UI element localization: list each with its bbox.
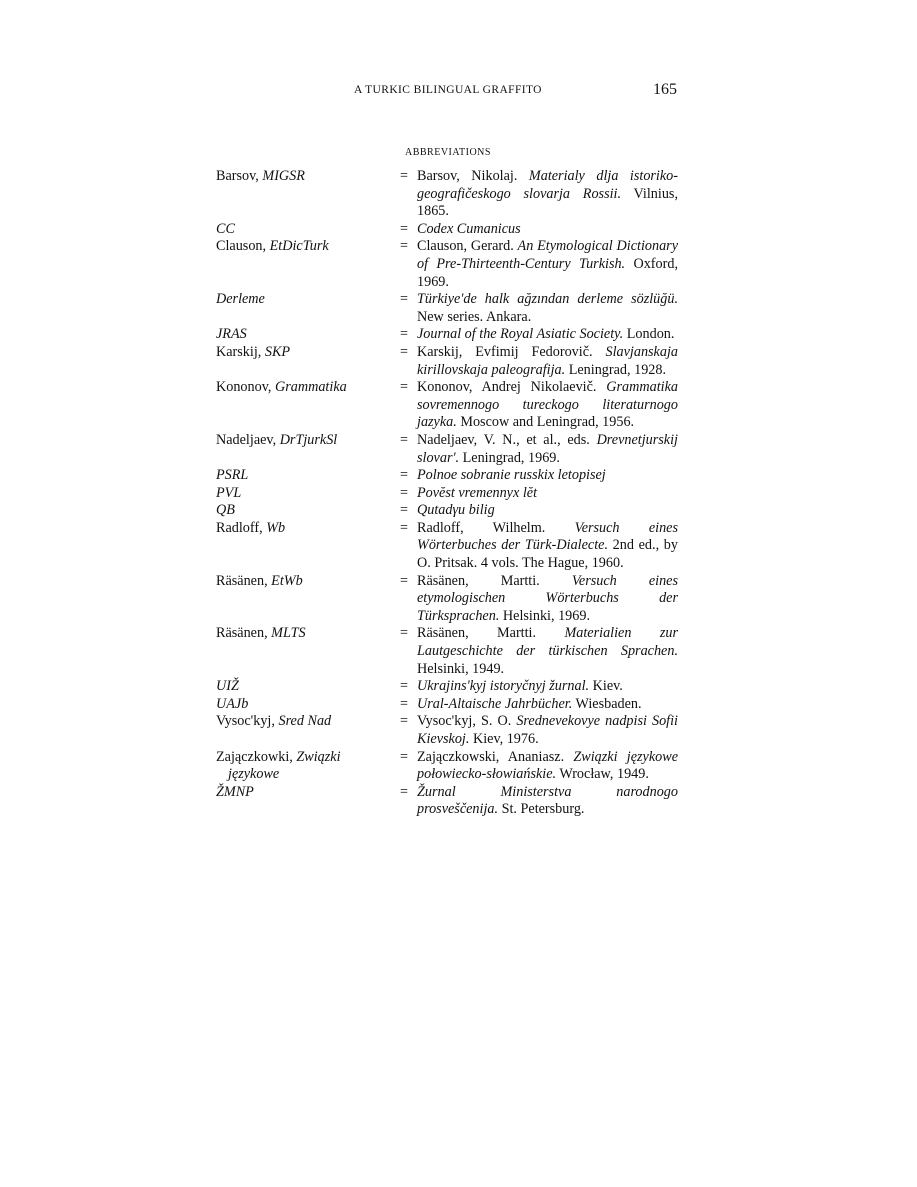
definition-part: Kiev, 1976. (469, 731, 539, 747)
equals-sign: = (400, 431, 409, 448)
abbreviation-term-part: EtDicTurk (269, 238, 329, 255)
equals-sign: = (400, 625, 409, 642)
abbreviation-term-part: Karskij, (216, 343, 265, 360)
abbreviation-definition (417, 713, 678, 748)
abbreviation-term-part: QB (216, 502, 235, 519)
abbreviation-term (216, 625, 388, 678)
equals-sign: = (400, 379, 409, 396)
abbreviation-term-part: PSRL (216, 467, 249, 484)
abbreviation-definition (417, 696, 678, 714)
abbreviation-term-part: Grammatika (274, 379, 347, 396)
abbreviation-term-part: Clauson, (216, 238, 270, 255)
definition-part: Povĕst vremennyx lĕt (417, 484, 538, 501)
definition-part: Qutadγu bilig (417, 502, 495, 519)
definition-part: Barsov, Nikolaj. (417, 168, 529, 184)
abbreviation-term-part: EtWb (271, 572, 303, 589)
abbreviation-term-part: Związki (296, 748, 341, 765)
abbreviation-term (216, 432, 388, 467)
definition-part: New series. Ankara. (417, 308, 532, 325)
abbreviation-entry (216, 221, 678, 239)
abbreviation-entry (216, 379, 678, 432)
definition-part: Srednevekovye nadpisi Sofii Kievskoj. (417, 713, 678, 747)
definition-part: Clauson, Gerard. (417, 238, 518, 255)
abbreviation-definition (417, 784, 678, 819)
abbreviation-entry (216, 573, 678, 626)
definition-part: 2nd ed., by O. Pritsak. 4 vols. The Hague, 1960. (417, 537, 678, 572)
abbreviation-entry (216, 713, 678, 748)
equals-sign: = (400, 168, 409, 184)
abbreviation-entry (216, 749, 678, 784)
abbreviation-definition (417, 344, 678, 379)
equals-sign: = (400, 326, 409, 343)
equals-sign: = (400, 484, 409, 501)
abbreviation-entry (216, 696, 678, 714)
definition-part: Helsinki, 1949. (417, 660, 505, 677)
definition-part: Türkiye'de halk ağzından derleme sözlüğü. (417, 291, 678, 308)
definition-part: Slavjanskaja kirillovskaja paleografija. (417, 343, 678, 378)
abbreviation-term-part: JRAS (216, 326, 247, 343)
abbreviation-definition (417, 221, 678, 239)
definition-part: Versuch eines etymologischen Wörterbuchs der Türksprachen. (417, 572, 678, 624)
abbreviation-definition (417, 520, 678, 573)
abbreviation-term-part: Derleme (216, 291, 265, 308)
definition-part: Versuch eines Wörterbuches der Türk-Dialecte. (417, 519, 678, 554)
definition-part: Oxford, 1969. (417, 255, 678, 290)
definition-part: St. Petersburg. (498, 801, 585, 818)
abbreviation-definition (417, 573, 678, 626)
abbreviation-term (216, 485, 388, 503)
definition-part: Ukrajins'kyj istoryčnyj žurnal. (417, 678, 590, 695)
abbreviation-term-part: UAJb (216, 695, 249, 712)
abbreviation-term-part: Vysoc'kyj, (216, 713, 279, 730)
abbreviation-term-part: Kononov, (216, 379, 275, 396)
abbreviation-term (216, 573, 388, 626)
abbreviation-entry (216, 238, 678, 291)
abbreviation-definition (417, 749, 678, 784)
abbreviation-term (216, 784, 388, 819)
abbreviation-term (216, 678, 388, 696)
abbreviation-definition (417, 379, 678, 432)
abbreviation-entry (216, 502, 678, 520)
abbreviation-term (216, 467, 388, 485)
definition-part: Žurnal Ministerstva narodnogo prosveščenija. (417, 783, 678, 818)
definition-part: Drevnetjurskij slovar'. (417, 431, 678, 466)
definition-part: Materialy dlja istoriko-geografičeskogo slovarja Rossii. (417, 168, 678, 202)
definition-part: Räsänen, Martti. (417, 572, 572, 589)
abbreviation-definition (417, 238, 678, 291)
equals-sign: = (400, 343, 409, 360)
abbreviation-term-part: UIŽ (216, 678, 239, 695)
abbreviation-term-part: Sred Nad (278, 713, 332, 730)
abbreviation-entry (216, 168, 678, 221)
abbreviation-term-part: DrTjurkSl (279, 431, 338, 448)
equals-sign: = (400, 695, 409, 712)
definition-part: Ural-Altaische Jahrbücher. (417, 695, 573, 712)
abbreviation-term-part: MIGSR (262, 168, 305, 184)
abbreviation-definition (417, 502, 678, 520)
abbreviation-entry (216, 520, 678, 573)
abbreviation-entry (216, 625, 678, 678)
definition-part: London. (623, 326, 675, 343)
abbreviation-term-part: Barsov, (216, 168, 263, 184)
definition-part: Wiesbaden. (572, 695, 642, 712)
abbreviation-entry (216, 678, 678, 696)
equals-sign: = (400, 783, 409, 800)
abbreviation-term (216, 221, 388, 239)
abbreviation-term-part: ŽMNP (216, 783, 254, 800)
abbreviation-definition (417, 625, 678, 678)
definition-part: Journal of the Royal Asiatic Society. (417, 326, 624, 343)
definition-part: Leningrad, 1969. (459, 449, 560, 466)
equals-sign: = (400, 467, 409, 484)
abbreviation-term (216, 749, 388, 784)
definition-part: Räsänen, Martti. (417, 625, 565, 642)
abbreviation-term (216, 326, 388, 344)
abbreviation-entry (216, 291, 678, 326)
definition-part: Radloff, Wilhelm. (417, 519, 575, 536)
definition-part: Materialien zur Lautgeschichte der türkischen Sprachen. (417, 625, 678, 660)
abbreviation-entry (216, 485, 678, 503)
abbreviation-definition (417, 432, 678, 467)
abbreviation-term-part: Räsänen, (216, 572, 272, 589)
definition-part: An Etymological Dictionary of Pre-Thirteenth-Century Turkish. (417, 238, 678, 272)
abbreviation-term (216, 168, 388, 221)
definition-part: Karskij, Evfimij Fedorovič. (417, 343, 606, 360)
abbreviation-definition (417, 291, 678, 326)
running-title: A TURKIC BILINGUAL GRAFFITO (354, 84, 542, 96)
definition-part: Polnoe sobranie russkix letopisej (417, 467, 606, 484)
definition-part: Codex Cumanicus (417, 220, 521, 237)
abbreviation-definition (417, 326, 678, 344)
abbreviation-entry (216, 326, 678, 344)
abbreviation-term-part: Radloff, (216, 519, 267, 536)
abbreviation-term (216, 713, 388, 748)
running-header (216, 81, 677, 103)
abbreviation-entry (216, 784, 678, 819)
equals-sign: = (400, 678, 409, 695)
abbreviation-term-part: Räsänen, (216, 625, 272, 642)
abbreviation-term-part: językowe (228, 766, 280, 783)
section-title: ABBREVIATIONS (405, 147, 491, 158)
abbreviation-term (216, 238, 388, 291)
definition-part: Wrocław, 1949. (556, 766, 649, 783)
abbreviation-term (216, 291, 388, 326)
abbreviation-term-part: Nadeljaev, (216, 431, 280, 448)
abbreviation-definition (417, 467, 678, 485)
definition-part: Helsinki, 1969. (499, 607, 591, 624)
equals-sign: = (400, 220, 409, 237)
definition-part: Leningrad, 1928. (565, 361, 667, 378)
abbreviation-entry (216, 432, 678, 467)
abbreviation-definition (417, 485, 678, 503)
definition-part: Kiev. (589, 678, 623, 695)
abbreviation-entry (216, 467, 678, 485)
abbreviation-term (216, 344, 388, 379)
equals-sign: = (400, 713, 409, 730)
abbreviation-list (216, 168, 678, 819)
abbreviation-term-part: SKP (264, 343, 291, 360)
equals-sign: = (400, 748, 409, 765)
abbreviation-definition (417, 678, 678, 696)
abbreviation-entry (216, 344, 678, 379)
definition-part: Zajączkowski, Ananiasz. (417, 748, 574, 765)
abbreviation-term (216, 696, 388, 714)
equals-sign: = (400, 502, 409, 519)
definition-part: Grammatika sovremennogo tureckogo literaturnogo jazyka. (417, 379, 678, 431)
equals-sign: = (400, 291, 409, 308)
abbreviation-term-part: Zajączkowki, (216, 748, 297, 765)
equals-sign: = (400, 238, 409, 255)
abbreviation-term-part: PVL (216, 484, 242, 501)
page-number: 165 (653, 81, 677, 98)
abbreviation-term (216, 520, 388, 573)
abbreviation-term-part: Wb (266, 519, 286, 536)
abbreviation-term (216, 379, 388, 432)
abbreviation-term-part: MLTS (271, 625, 306, 642)
definition-part: Związki językowe połowiecko-słowiańskie. (417, 748, 678, 783)
equals-sign: = (400, 519, 409, 536)
definition-part: Nadeljaev, V. N., et al., eds. (417, 431, 597, 448)
abbreviation-term (216, 502, 388, 520)
abbreviation-term-part: CC (216, 220, 235, 237)
definition-part: Kononov, Andrej Nikolaevič. (417, 379, 607, 396)
definition-part: Moscow and Leningrad, 1956. (456, 414, 635, 431)
definition-part: Vysoc'kyj, S. O. (417, 713, 517, 730)
definition-part: Vilnius, 1865. (417, 185, 679, 220)
abbreviation-definition (417, 168, 678, 221)
equals-sign: = (400, 572, 409, 589)
